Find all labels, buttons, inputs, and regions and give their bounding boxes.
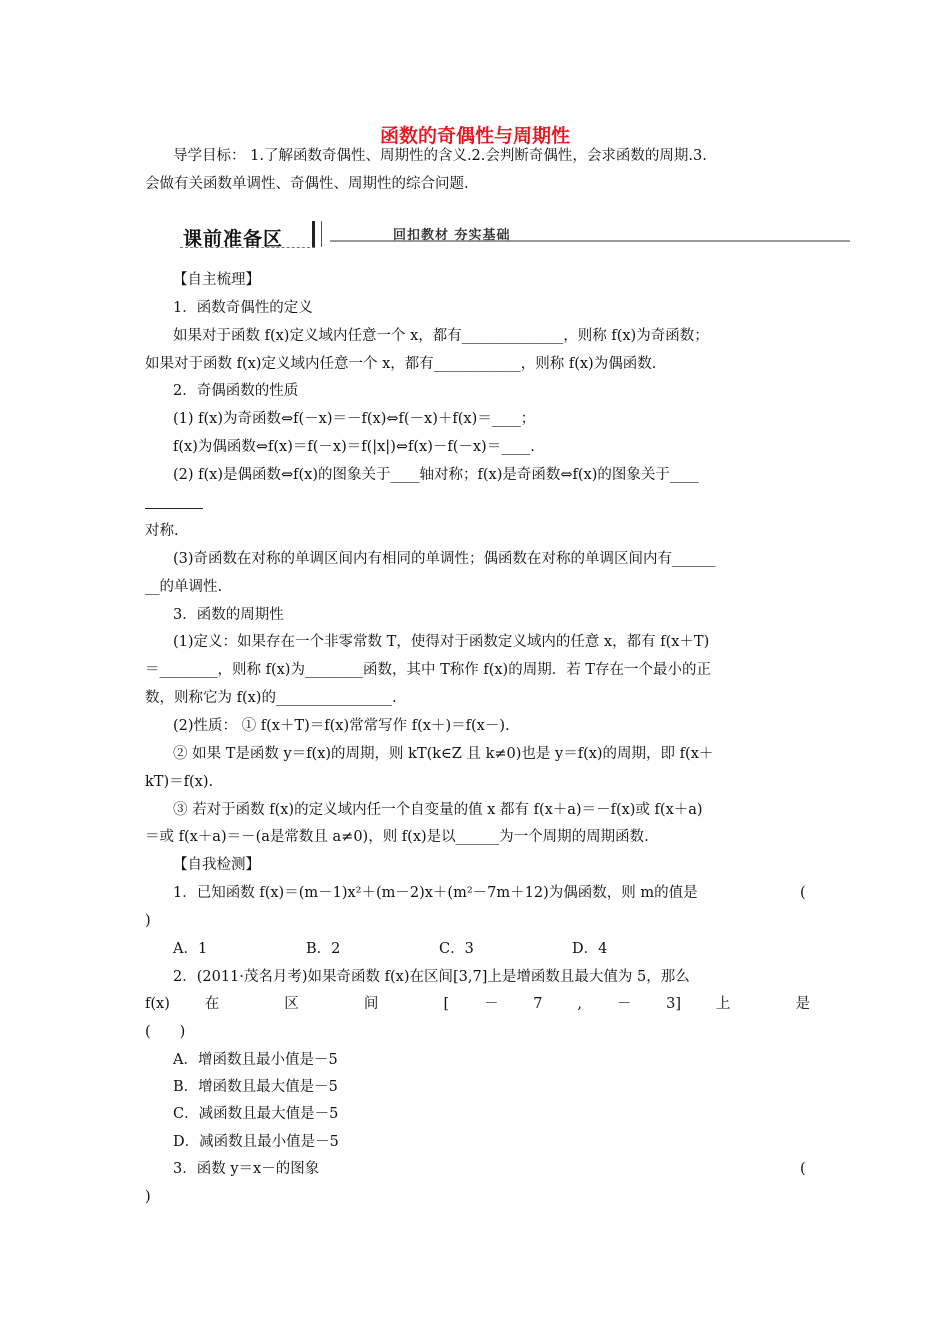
text-line: 如果对于函数 f(x)定义域内任意一个 x，都有____________，则称 f(x)为偶函数. [145, 356, 657, 372]
text-line: (1) f(x)为奇函数⇔f(－x)＝－f(x)⇔f(－x)＋f(x)＝____； [173, 411, 536, 427]
section-bar-divider [312, 221, 322, 247]
text-line: (1)定义：如果存在一个非零常数 T，使得对于函数定义域内的任意 x，都有 f(x＋T) [173, 634, 710, 650]
heading-self-test: 【自我检测】 [173, 857, 260, 873]
text-line: __的单调性. [145, 579, 223, 595]
section-label: 课前准备区 [183, 228, 284, 250]
option-a: A．增函数且最小值是－5 [173, 1052, 338, 1068]
heading-self-review: 【自主梳理】 [173, 272, 260, 288]
text-line: ③ 若对于函数 f(x)的定义域内任一个自变量的值 x 都有 f(x＋a)＝－f(x)或 f(x＋a) [173, 802, 703, 818]
question-1: 1．已知函数 f(x)＝(m－1)x²＋(m－2)x＋(m²－7m＋12)为偶函数，则 m的值是 [173, 885, 698, 901]
answer-paren-open: ( [800, 1161, 806, 1177]
answer-paren: ( ) [145, 1024, 186, 1040]
text-line: kT)＝f(x). [145, 774, 214, 790]
fill-blank-rule [145, 508, 203, 509]
question-1-options [173, 939, 810, 959]
text-line: 3．函数的周期性 [173, 607, 284, 623]
text-line: ＝________，则称 f(x)为________函数，其中 T称作 f(x)的周期．若 T存在一个最小的正 [145, 662, 711, 678]
option-b: B．增函数且最大值是－5 [173, 1079, 338, 1095]
option-c: C．3 [439, 941, 474, 957]
section-subtitle: 回扣教材 夯实基础 [393, 228, 511, 243]
question-2: 2．(2011·茂名月考)如果奇函数 f(x)在区间[3,7]上是增函数且最大值为 5，那么 [173, 969, 690, 985]
option-a: A．1 [173, 941, 208, 957]
text-line: 数，则称它为 f(x)的________________. [145, 690, 397, 706]
text-line: (2) f(x)是偶函数⇔f(x)的图象关于____轴对称；f(x)是奇函数⇔f(x)的图象关于____ [173, 467, 699, 483]
intro-line-1: 导学目标： 1.了解函数奇偶性、周期性的含义.2.会判断奇偶性，会求函数的周期.3. [173, 148, 707, 164]
page-title: 函数的奇偶性与周期性 [379, 125, 570, 147]
section-dotted-underline [180, 247, 315, 248]
option-b: B．2 [306, 941, 341, 957]
option-d: D．减函数且最小值是－5 [173, 1134, 339, 1150]
section-header [180, 220, 850, 250]
answer-paren-close: ) [145, 1189, 151, 1205]
text-line: 2．奇偶函数的性质 [173, 383, 299, 399]
option-d: D．4 [572, 941, 608, 957]
answer-paren-open: ( [800, 885, 806, 901]
text-line: 1．函数奇偶性的定义 [173, 300, 313, 316]
text-line: 对称. [145, 523, 179, 539]
text-line: ② 如果 T是函数 y＝f(x)的周期，则 kT(k∈Z 且 k≠0)也是 y＝f(x)的周期，即 f(x＋ [173, 746, 714, 762]
text-line: ＝或 f(x＋a)＝－(a是常数且 a≠0)，则 f(x)是以______为一个周期的周期函数. [145, 829, 649, 845]
question-3: 3．函数 y＝x－的图象 [173, 1161, 320, 1177]
question-2-cont: f(x) 在 区 间 [ － 7 , － 3] 上 是 [145, 996, 810, 1012]
option-c: C．减函数且最大值是－5 [173, 1106, 339, 1122]
intro-line-2: 会做有关函数单调性、奇偶性、周期性的综合问题. [145, 176, 469, 192]
text-line: (3)奇函数在对称的单调区间内有相同的单调性；偶函数在对称的单调区间内有______ [173, 551, 716, 567]
text-line: (2)性质： ① f(x＋T)＝f(x)常常写作 f(x＋)＝f(x－). [173, 718, 510, 734]
answer-paren-close: ) [145, 913, 151, 929]
text-line: f(x)为偶函数⇔f(x)＝f(－x)＝f(|x|)⇔f(x)－f(－x)＝____. [173, 439, 535, 455]
text-line: 如果对于函数 f(x)定义域内任意一个 x，都有______________，则称 f(x)为奇函数； [173, 328, 709, 344]
